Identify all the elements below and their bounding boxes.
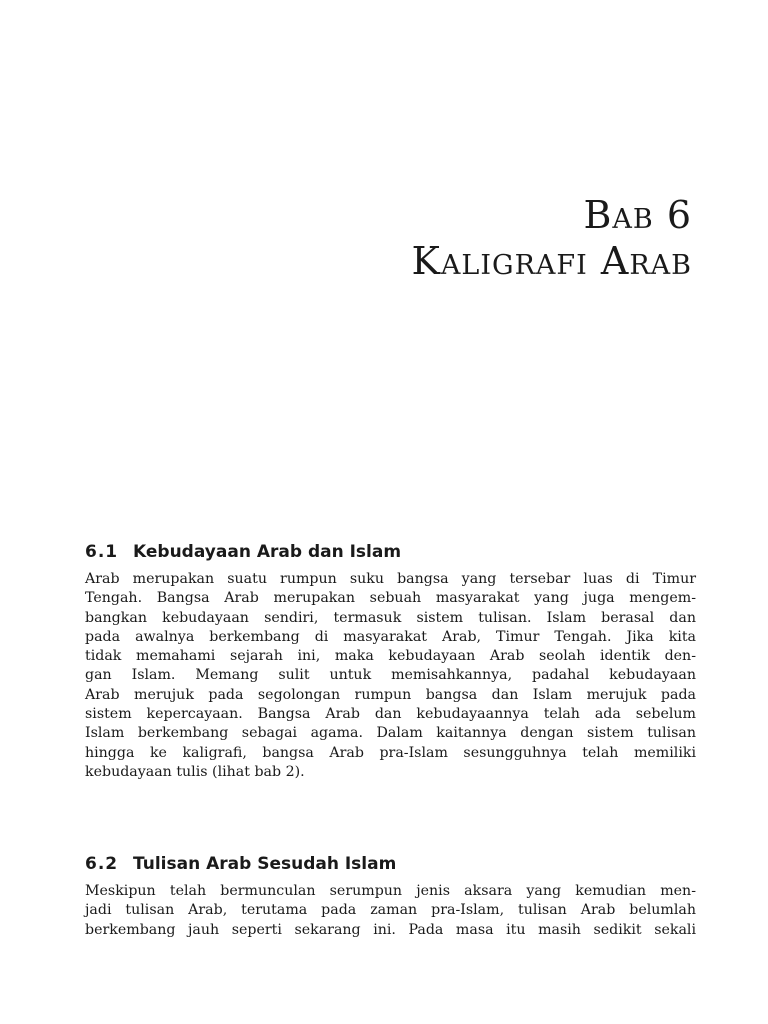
paragraph-line: sistem kepercayaan. Bangsa Arab dan kebudayaannya telah ada sebelum (85, 706, 696, 723)
section-paragraph (85, 882, 696, 940)
paragraph-line: bangkan kebudayaan sendiri, termasuk sistem tulisan. Islam berasal dan (85, 609, 696, 626)
paragraph-line: hingga ke kaligrafi, bangsa Arab pra-Islam sesungguhnya telah memiliki (85, 744, 696, 761)
paragraph-line: Arab merupakan suatu rumpun suku bangsa yang tersebar luas di Timur (85, 571, 696, 587)
paragraph-line: tidak memahami sejarah ini, maka kebudayaan Arab seolah identik den- (85, 648, 696, 665)
section-6-1 (85, 541, 696, 782)
chapter-name: Kaligrafi Arab (411, 239, 692, 283)
paragraph-line: gan Islam. Memang sulit untuk memisahkannya, padahal kebudayaan (85, 667, 696, 684)
chapter-title (412, 192, 692, 284)
section-paragraph (85, 570, 696, 782)
paragraph-line: Tengah. Bangsa Arab merupakan sebuah masyarakat yang juga mengem- (85, 590, 696, 607)
paragraph-line: Arab merujuk pada segolongan rumpun bangsa dan Islam merujuk pada (85, 686, 696, 703)
section-number: 6.1 (85, 542, 119, 562)
paragraph-line: Islam berkembang sebagai agama. Dalam kaitannya dengan sistem tulisan (85, 725, 696, 742)
section-heading (85, 853, 696, 875)
section-title: Tulisan Arab Sesudah Islam (133, 854, 397, 874)
section-heading (85, 541, 696, 563)
paragraph-line: berkembang jauh seperti sekarang ini. Pada masa itu masih sedikit sekali (85, 921, 696, 938)
chapter-number: Bab 6 (583, 193, 692, 237)
paragraph-line: jadi tulisan Arab, terutama pada zaman pra-Islam, tulisan Arab belumlah (85, 902, 696, 919)
section-6-2 (85, 853, 696, 940)
paragraph-line: kebudayaan tulis (lihat bab 2). (85, 763, 305, 780)
paragraph-line: pada awalnya berkembang di masyarakat Arab, Timur Tengah. Jika kita (85, 628, 696, 645)
paragraph-line: Meskipun telah bermunculan serumpun jenis aksara yang kemudian men- (85, 883, 696, 899)
section-number: 6.2 (85, 854, 119, 874)
section-title: Kebudayaan Arab dan Islam (133, 542, 402, 562)
